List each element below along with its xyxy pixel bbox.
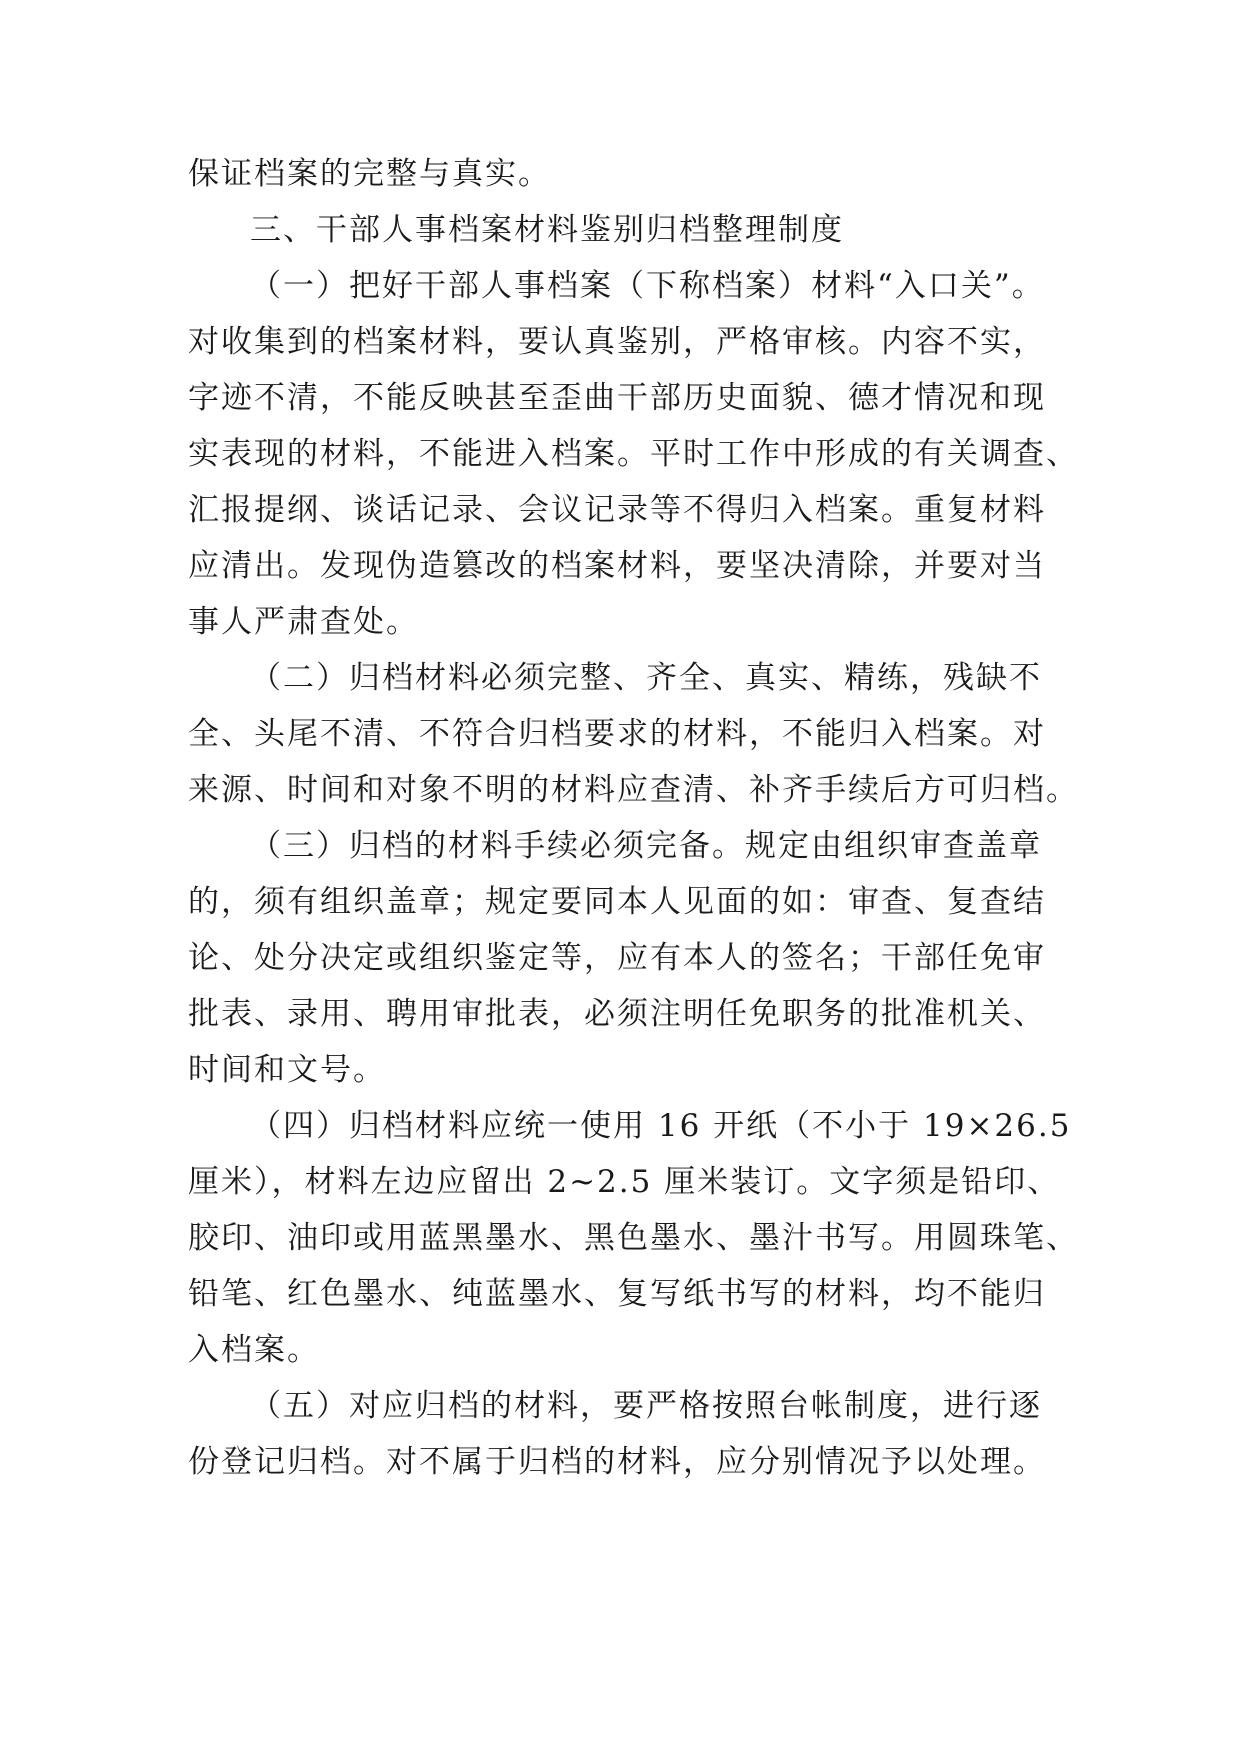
text-line: （一）把好干部人事档案（下称档案）材料“入口关”。	[250, 268, 1045, 304]
text-line: 份登记归档。对不属于归档的材料，应分别情况予以处理。	[188, 1444, 1046, 1480]
text-line: （三）归档的材料手续必须完备。规定由组织审查盖章	[250, 828, 1042, 864]
text-line: 胶印、油印或用蓝黑墨水、黑色墨水、墨汁书写。用圆珠笔、	[188, 1220, 1079, 1256]
text-line: 论、处分决定或组织鉴定等，应有本人的签名；干部任免审	[188, 940, 1046, 976]
text-line: 实表现的材料，不能进入档案。平时工作中形成的有关调查、	[188, 436, 1079, 472]
text-line: 应清出。发现伪造篡改的档案材料，要坚决清除，并要对当	[188, 548, 1046, 584]
text-line: 来源、时间和对象不明的材料应查清、补齐手续后方可归档。	[188, 772, 1079, 808]
text-line: 事人严肃查处。	[188, 604, 419, 640]
text-line: （二）归档材料必须完整、齐全、真实、精练，残缺不	[250, 660, 1042, 696]
text-line: （五）对应归档的材料，要严格按照台帐制度，进行逐	[250, 1388, 1042, 1424]
text-line: 厘米），材料左边应留出 2~2.5 厘米装订。文字须是铅印、	[188, 1164, 1061, 1200]
text-line: 保证档案的完整与真实。	[188, 156, 551, 192]
text-line: 入档案。	[188, 1332, 320, 1368]
text-line: 时间和文号。	[188, 1052, 386, 1088]
text-line: 铅笔、红色墨水、纯蓝墨水、复写纸书写的材料，均不能归	[188, 1276, 1046, 1312]
text-line: 汇报提纲、谈话记录、会议记录等不得归入档案。重复材料	[188, 492, 1046, 528]
text-line: 字迹不清，不能反映甚至歪曲干部历史面貌、德才情况和现	[188, 380, 1046, 416]
text-line: 对收集到的档案材料，要认真鉴别，严格审核。内容不实，	[188, 324, 1046, 360]
text-line: （四）归档材料应统一使用 16 开纸（不小于 19×26.5	[250, 1108, 1072, 1144]
text-line: 的，须有组织盖章；规定要同本人见面的如：审查、复查结	[188, 884, 1046, 920]
text-line: 批表、录用、聘用审批表，必须注明任免职务的批准机关、	[188, 996, 1046, 1032]
section-heading: 三、干部人事档案材料鉴别归档整理制度	[250, 212, 844, 248]
text-line: 全、头尾不清、不符合归档要求的材料，不能归入档案。对	[188, 716, 1046, 752]
